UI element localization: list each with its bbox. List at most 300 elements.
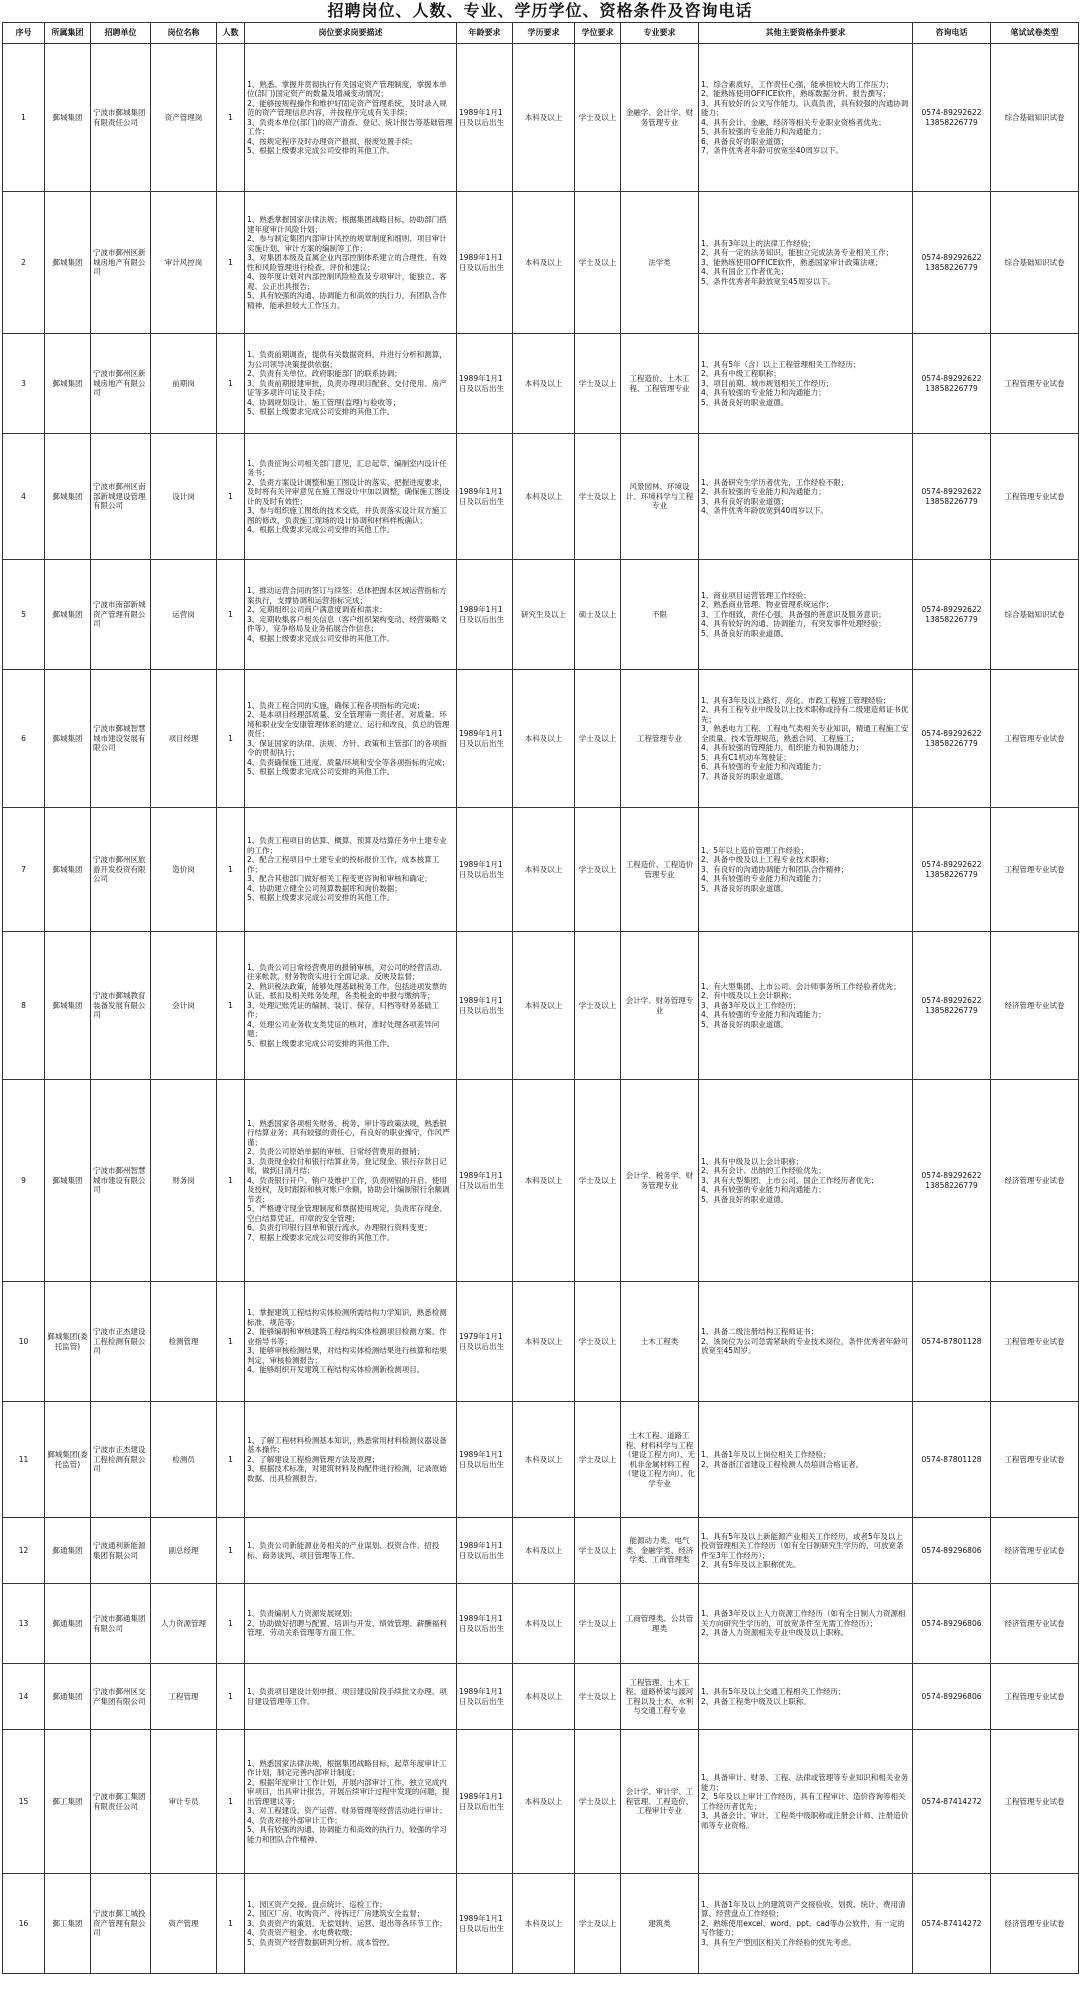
cell-degree: 学士及以上 [575,1518,621,1584]
cell-other [699,334,913,434]
cell-group: 鄞城集团 [45,44,91,192]
cell-other-line: 3、项目前期、城市规划相关工作经历； [701,378,834,388]
cell-phone: 0574-89292622 13858226779 [913,932,991,1080]
cell-other-line: 1、有大型集团、上市公司、会计师事务所工作经验者优先； [701,981,901,991]
cell-desc-line: 2、能够编制和审核建筑工程结构实体检测项目检测方案、作业指导书等； [247,1327,447,1346]
cell-other-line: 4、具有较强的专业能力和沟通能力； [701,874,826,884]
cell-major: 工程管理专业 [621,670,699,808]
cell-desc-line: 1、推动运营合同的签订与续签；总体把握本区域运营指标方案执行，支撑协调和运营指标完成； [247,586,447,605]
cell-other-line: 1、具备二级注册结构工程师证书； [701,1327,819,1337]
cell-other-line: 7、条件优秀者年龄可放宽至40周岁以下。 [701,146,843,155]
cell-desc-line: 1、负责公司新能源业务相关的产业谋划、投资合作、招投标、商务谈判、项目管理等工作。 [247,1541,440,1560]
cell-desc-line: 2、定期组织公司商户满意度调查和需求； [247,605,387,614]
cell-major: 会计学、审计学、工程管理、工程造价、工程审计专业 [621,1730,699,1874]
cell-major: 工程造价、工程造价管理专业 [621,808,699,932]
cell-desc-line: 2、是本项目经理部质量、安全管理第一责任者，对质量、环境和职业安全安康管理体系的建立、运行和改良，负总的管理责任； [247,710,450,738]
cell-other-line: 1、具备1年及以上岗位相关工作经验； [701,1450,831,1459]
cell-desc-line: 1、掌握建筑工程结构实体检测所需结构力学知识，熟悉检测标准、规范等； [247,1308,447,1327]
cell-other-line: 4、具有国企工作者优先； [701,267,789,277]
cell-other-line: 2、具有5年及以上职称优先。 [701,1560,801,1569]
cell-desc-line: 4、负责资产租金、水电费收缴； [247,1928,357,1938]
cell-phone: 0574-87801128 [913,1402,991,1518]
cell-desc [245,1730,457,1874]
cell-unit: 宁波市鄞通集团有限公司 [91,1584,151,1664]
header-major: 专业要求 [621,23,699,44]
cell-desc [245,1080,457,1282]
cell-desc-line: 2、协助做好招聘与配置、培训与开发、绩效管理、薪酬福利管理、劳动关系管理等方面工作。 [247,1618,447,1638]
cell-desc-line: 3、处理记账凭证的编制、装订、保存，归档等财务基础工作； [247,1000,440,1020]
cell-no: 11 [3,1402,45,1518]
cell-other [699,560,913,670]
cell-major: 能源动力类、电气类、金融学类、经济学类、工商管理类 [621,1518,699,1584]
cell-post: 造价岗 [151,808,217,932]
cell-desc [245,192,457,334]
cell-other-line: 1、具有中级及以上会计职称； [701,1156,804,1166]
cell-no: 6 [3,670,45,808]
cell-other-line: 5、具备良好的职业道德。 [701,1019,789,1029]
cell-unit: 宁波市鄞州区新城房地产有限公司 [91,192,151,334]
cell-post: 审计专员 [151,1730,217,1874]
cell-desc-line: 5、根据上级要求完成公司安排的其他工作。 [247,407,395,417]
cell-age: 1989年1月1日及以后出生 [457,334,513,434]
cell-count: 1 [217,560,245,670]
header-no: 序号 [3,23,45,44]
cell-desc-line: 3、负责前期报建审批，负责办理项目配套、交付使用、房产证等多项许可证及手续； [247,378,447,398]
cell-count: 1 [217,334,245,434]
cell-other-line: 5、具备良好的职业道德。 [701,628,789,638]
cell-no: 9 [3,1080,45,1282]
table-row [3,1402,1079,1518]
cell-desc-line: 4、协助建立健全公司预算数据库和询价数据； [247,883,402,893]
cell-major: 金融学、会计学、财务管理专业 [621,44,699,192]
cell-desc-line: 3、根据技术标准，对建筑材料及构配件进行检测，记录原始数据、出具检测报告。 [247,1464,447,1483]
cell-age: 1989年1月1日及以后出生 [457,560,513,670]
cell-unit: 宁波市鄞州区新城房地产有限公司 [91,334,151,434]
cell-degree: 学士及以上 [575,434,621,560]
cell-degree: 学士及以上 [575,1282,621,1402]
cell-phone: 0574-89292622 13858226779 [913,808,991,932]
cell-exam: 工程管理专业试卷 [991,434,1079,560]
cell-other-line: 3、工作细致，责任心强，具备强的善意识及服务意识； [701,609,886,619]
cell-degree: 学士及以上 [575,1402,621,1518]
cell-post: 设计岗 [151,434,217,560]
cell-age: 1989年1月1日及以后出生 [457,932,513,1080]
cell-other-line: 2、具有会计、出纳的工作经验优先； [701,1166,826,1176]
cell-post: 前期岗 [151,334,217,434]
cell-no: 10 [3,1282,45,1402]
cell-other-line: 5、条件优秀者年龄放宽至45周岁以下。 [701,276,836,286]
cell-desc [245,1664,457,1730]
table-row [3,670,1079,808]
recruitment-table [2,22,1079,1974]
cell-other-line: 1、具备审计、财务、工程、法律或管理等专业知识和相关业务能力； [701,1773,909,1792]
cell-major: 土木工程、道路工程、材料科学与工程（建设工程方向）、无机非金属材料工程（建设工程方向）、化学专业 [621,1402,699,1518]
cell-other-line: 3、具备会计、审计、工程类中级职称或注册会计师、注册造价师等专业资格。 [701,1811,909,1830]
cell-desc-line: 1、了解工程材料检测基本知识，熟悉常用材料检测仪器设备基本操作； [247,1435,447,1455]
cell-desc-line: 1、熟悉国家法律法规，根据集团战略目标，起草年度审计工作计划，制定完善内部审计制度； [247,1758,447,1778]
cell-other [699,1402,913,1518]
cell-exam: 工程管理专业试卷 [991,808,1079,932]
cell-other-line: 5、具备良好的职业道德。 [701,883,789,893]
cell-desc-line: 3、参与组织施工图纸的技术交底，并负责落实设计双方施工图的修改，负责施工现场的设计协调和材料样板确认； [247,506,447,525]
table-row [3,334,1079,434]
cell-no: 5 [3,560,45,670]
header-unit: 招聘单位 [91,23,151,44]
cell-phone: 0574-89296806 [913,1664,991,1730]
cell-edu: 本科及以上 [513,44,575,192]
cell-count: 1 [217,1874,245,1974]
cell-other [699,1518,913,1584]
cell-unit: 宁波市南部新城资产管理有限公司 [91,560,151,670]
cell-exam: 工程管理专业试卷 [991,1664,1079,1730]
cell-desc-line: 2、能够按规程操作和维护好固定资产管理系统，及时录入规范的资产管理信息内容，并按程序完成有关手续； [247,98,447,117]
cell-edu: 本科及以上 [513,808,575,932]
cell-age: 1989年1月1日及以后出生 [457,1402,513,1518]
cell-age: 1989年1月1日及以后出生 [457,1874,513,1974]
cell-major: 土木工程类 [621,1282,699,1402]
table-row [3,560,1079,670]
cell-major: 会计学、财务管理专业 [621,932,699,1080]
cell-degree: 学士及以上 [575,1730,621,1874]
cell-other-line: 6、具备良好的职业道德； [701,136,789,146]
cell-phone: 0574-89292622 13858226779 [913,1080,991,1282]
cell-desc-line: 1、熟悉掌握国家法律法规；根据集团战略目标，协助部门搭建年度审计风险计划； [247,215,447,234]
table-row [3,932,1079,1080]
cell-exam: 经济管理专业试卷 [991,1080,1079,1282]
cell-desc-line: 4、处理公司业务收支类凭证的核对，准时处理各项差异问题； [247,1019,440,1039]
cell-post: 财务岗 [151,1080,217,1282]
cell-degree: 学士及以上 [575,932,621,1080]
cell-phone: 0574-89292622 13858226779 [913,44,991,192]
cell-unit: 宁波市鄞城教育装备发展有限公司 [91,932,151,1080]
cell-post: 工程管理 [151,1664,217,1730]
cell-other [699,44,913,192]
cell-count: 1 [217,1664,245,1730]
cell-phone: 0574-87414272 [913,1874,991,1974]
cell-other-line: 4、具有较强的管理能力，组织能力和协调能力； [701,743,864,753]
cell-no: 16 [3,1874,45,1974]
cell-group: 鄞城集团 [45,334,91,434]
cell-other-line: 2、熟练使用excel、word、ppt、cad等办公软件，有一定的写作能力； [701,1918,905,1938]
cell-group: 鄞工集团 [45,1730,91,1874]
cell-desc-line: 3、定期收集客户相关信息（客户组织架构变动、经营策略文件等），竞争格局及业务拓展合作信息； [247,614,447,633]
cell-desc-line: 1、负责公司日常经营费用的报销审核，对公司的经营活动、往来帐款、财务物资实进行全面记录、反映及监督； [247,962,447,982]
cell-edu: 本科及以上 [513,1402,575,1518]
cell-desc-line: 1、负责编制人力资源发展规划； [247,1609,357,1619]
cell-desc-line: 5、严格遵守现金管理制度和票据使用规定，负责库存现金、空白结算凭证、印章的安全管理； [247,1204,447,1223]
cell-unit: 宁波通利新能源集团有限公司 [91,1518,151,1584]
cell-degree: 学士及以上 [575,670,621,808]
cell-desc-line: 4、负责对接外部审计工作； [247,1815,342,1825]
cell-edu: 本科及以上 [513,1080,575,1282]
cell-other-line: 2、具有一定的法务知识，能独立完成法务专业相关工作； [701,248,894,258]
table-row [3,44,1079,192]
header-exam: 笔试试卷类型 [991,23,1079,44]
cell-phone: 0574-89296806 [913,1518,991,1584]
cell-exam: 工程管理专业试卷 [991,1282,1079,1402]
cell-desc-line: 1、负责前期调查，提供有关数据资料，并进行分析和测算，为公司领导决策提供依据； [247,350,447,369]
cell-other [699,1874,913,1974]
cell-group: 鄞城集团 [45,932,91,1080]
cell-other-line: 5、具备良好的职业道德。 [701,397,789,407]
cell-other-line: 4、具有较强的专业能力和沟通能力； [701,388,826,398]
cell-group: 鄞城集团 [45,1080,91,1282]
cell-age: 1989年1月1日及以后出生 [457,808,513,932]
cell-desc-line: 7、根据上级要求完成公司安排的其他工作。 [247,1232,395,1242]
cell-edu: 本科及以上 [513,932,575,1080]
cell-unit: 宁波市正杰建设工程检测有限公司 [91,1402,151,1518]
cell-post: 检测管理 [151,1282,217,1402]
cell-desc [245,808,457,932]
cell-desc-line: 2、园区厂房、收购资产、待拆迁厂房建筑安全监督； [247,1909,425,1919]
cell-count: 1 [217,1282,245,1402]
cell-desc [245,1584,457,1664]
cell-major: 不限 [621,560,699,670]
cell-no: 15 [3,1730,45,1874]
cell-other-line: 4、条件优秀年龄放宽到40周岁以下。 [701,506,828,515]
cell-count: 1 [217,808,245,932]
cell-count: 1 [217,1402,245,1518]
cell-other-line: 1、具备1年及以上的建筑资产交接验收、划拨、统计、费用清算、经营盘点工作经验； [701,1899,906,1919]
cell-exam: 工程管理专业试卷 [991,334,1079,434]
cell-other-line: 7、具备良好的职业道德。 [701,771,789,781]
cell-no: 1 [3,44,45,192]
cell-other-line: 5、具备良好的职业道德。 [701,1194,789,1204]
cell-desc-line: 1、负责征询公司相关部门意见，汇总起草、编制室内设计任务书； [247,458,447,477]
cell-other [699,1584,913,1664]
table-row [3,808,1079,932]
cell-desc-line: 1、负责工程项目的估算、概算、预算及结算任务中土建专业的工作； [247,836,447,855]
cell-no: 4 [3,434,45,560]
cell-exam: 经济管理专业试卷 [991,1874,1079,1974]
cell-other-line: 3、具有大型集团、上市公司、国企工作经历者优先； [701,1175,879,1185]
table-header-row [3,23,1079,44]
cell-no: 7 [3,808,45,932]
cell-other [699,670,913,808]
cell-major: 建筑类 [621,1874,699,1974]
cell-no: 14 [3,1664,45,1730]
cell-exam: 工程管理专业试卷 [991,1730,1079,1874]
table-row [3,1664,1079,1730]
cell-other-line: 1、商业项目运营管理工作经验； [701,590,811,600]
cell-other-line: 2、具备人力资源相关专业中级及以上职称。 [701,1628,849,1638]
cell-desc [245,1518,457,1584]
header-post: 岗位名称 [151,23,217,44]
cell-desc [245,44,457,192]
cell-edu: 本科及以上 [513,1282,575,1402]
cell-group: 鄞城集团(委托监管) [45,1402,91,1518]
cell-desc-line: 5、负责资产经营数据研判分析、成本管控。 [247,1937,395,1947]
cell-post: 审计风控岗 [151,192,217,334]
cell-other-line: 4、具有较好的沟通、协调能力，有突发事件处理经验； [701,619,886,629]
cell-other [699,1730,913,1874]
cell-desc-line: 4、按规定程序及时办理资产报损、报废处置手续； [247,136,417,146]
cell-other-line: 3、具备3年及以上工作经历； [701,1000,801,1010]
cell-desc-line: 4、根据上级要求完成公司安排的其他工作。 [247,525,395,534]
cell-other [699,192,913,334]
cell-edu: 本科及以上 [513,1874,575,1974]
cell-post: 项目经理 [151,670,217,808]
cell-major: 工程管理、土木工程、道路桥梁与渡河工程以及土木、水利与交通工程专业 [621,1664,699,1730]
cell-desc-line: 5、根据上级要求完成公司安排的其他工作。 [247,146,395,155]
table-row [3,1518,1079,1584]
cell-desc-line: 3、负责资产的策划、无偿划转、运营、退出等各环节工作； [247,1918,447,1928]
cell-no: 8 [3,932,45,1080]
cell-phone: 0574-87801128 [913,1282,991,1402]
cell-desc [245,334,457,434]
cell-no: 2 [3,192,45,334]
cell-degree: 学士及以上 [575,1874,621,1974]
header-degree: 学位要求 [575,23,621,44]
table-body [3,44,1079,1974]
cell-degree: 学士及以上 [575,1584,621,1664]
cell-phone: 0574-89292622 13858226779 [913,670,991,808]
cell-phone: 0574-89296806 [913,1584,991,1664]
cell-edu: 本科及以上 [513,1518,575,1584]
cell-desc-line: 1、园区资产交接、盘点统计、巡检工作； [247,1899,387,1909]
cell-desc-line: 2、负责方案设计调整和施工图设计的落实，把握进度要求，及时将有关评审意见在施工图设计中加以调整，确保施工图设计的及时有效性； [247,477,450,506]
cell-age: 1989年1月1日及以后出生 [457,1730,513,1874]
cell-other-line: 2、具有工程专业中级及以上技术职称或持有二级建造师证书优先； [701,705,909,724]
cell-edu: 本科及以上 [513,334,575,434]
table-row [3,192,1079,334]
cell-other-line: 2、具备工程类中级及以上职称。 [701,1696,811,1706]
cell-degree: 学士及以上 [575,1664,621,1730]
cell-count: 1 [217,1518,245,1584]
cell-desc-line: 5、具有较强的沟通、协调能力和高效的执行力，较强的学习能力和团队合作精神。 [247,1825,447,1844]
cell-other [699,1080,913,1282]
cell-other [699,1282,913,1402]
cell-other-line: 4、具有较强的专业能力和沟通能力； [701,1185,826,1195]
cell-age: 1989年1月1日及以后出生 [457,1584,513,1664]
cell-unit: 宁波市鄞州智慧城市建设有限公司 [91,1080,151,1282]
cell-desc-line: 2、负责有关单位、政府职能部门的联系协调； [247,369,402,379]
cell-other-line: 4、具有会计、金融、经济等相关专业职业资格者优先； [701,117,886,127]
cell-desc-line: 2、熟识税法政策，能够处理基础税务工作，包括进项发票的认证、抵扣及相关账务处理，各类税金的申报与缴纳等； [247,981,447,1001]
cell-unit: 宁波市鄞州区旅游开发投资有限公司 [91,808,151,932]
cell-edu: 本科及以上 [513,1730,575,1874]
cell-other-line: 5、具有C1机动车驾驶证； [701,752,791,762]
cell-desc-line: 1、负责项目建设计划申报、项目建设阶段手续批文办理、项目建设管理等工作。 [247,1687,447,1706]
cell-edu: 本科及以上 [513,192,575,334]
cell-desc-line: 1、熟悉、掌握并贯彻执行有关国定资产管理制度，掌握本单位(部门)国定资产的数量及增减变动情况； [247,79,447,98]
header-edu: 学历要求 [513,23,575,44]
cell-exam: 经济管理专业试卷 [991,932,1079,1080]
cell-degree: 学士及以上 [575,192,621,334]
cell-other-line: 1、具有5年（含）以上工程管理相关工作经历； [701,359,861,369]
header-count: 人数 [217,23,245,44]
cell-group: 鄞城集团 [45,192,91,334]
cell-edu: 本科及以上 [513,434,575,560]
cell-age: 1989年1月1日及以后出生 [457,434,513,560]
cell-other-line: 1、具有3年及以上路灯、亮化、市政工程施工管理经验； [701,695,891,705]
cell-desc-line: 3、保证国家的法律、法规、方针、政策和主管部门的各项指令的贯彻执行； [247,738,447,757]
cell-desc [245,1282,457,1402]
cell-phone: 0574-87414272 [913,1730,991,1874]
cell-group: 鄞城集团 [45,670,91,808]
cell-other-line: 1、具备3年及以上人力资源工作经历（如有全日制人力资源相关方向研究生学历的，可放宽条件至无需工作经历）； [701,1609,906,1628]
cell-post: 副总经理 [151,1518,217,1584]
cell-edu: 本科及以上 [513,1664,575,1730]
cell-desc [245,670,457,808]
cell-other-line: 6、具有较强的专业能力和沟通能力； [701,762,826,772]
cell-age: 1989年1月1日及以后出生 [457,1664,513,1730]
header-age: 年龄要求 [457,23,513,44]
cell-exam: 工程管理专业试卷 [991,1402,1079,1518]
cell-desc-line: 2、参与制定集团内部审计风控的规章制度和细则、项目审计实施计划、审计方案的编制等工作； [247,234,447,253]
cell-desc-line: 3、负责本单位(部门)的资产清查、登记、统计报告等基础管理工作； [247,117,453,136]
cell-degree: 学士及以上 [575,44,621,192]
cell-other-line: 2、具有较强的专业能力和沟通能力； [701,487,826,496]
cell-unit: 宁波市鄞工集团有限责任公司 [91,1730,151,1874]
cell-age: 1989年1月1日及以后出生 [457,1518,513,1584]
cell-desc-line: 4、负责确保施工进度、质量/环境和安全等各项指标的完成； [247,757,450,767]
cell-desc-line: 3、对工程建设、资产运营、财务管理等经营活动进行审计； [247,1806,447,1816]
cell-exam: 工程管理专业试卷 [991,670,1079,808]
cell-post: 人力资源管理 [151,1584,217,1664]
cell-exam: 综合基础知识试卷 [991,560,1079,670]
cell-group: 鄞工集团 [45,1874,91,1974]
table-row [3,1584,1079,1664]
cell-desc-line: 4、根据上级要求完成公司安排的其他工作。 [247,633,395,643]
cell-unit: 宁波市鄞州区南部新城建设管理有限公司 [91,434,151,560]
cell-no: 13 [3,1584,45,1664]
cell-phone: 0574-89292622 13858226779 [913,334,991,434]
cell-other-line: 3、具有较好的公文写作能力，认真负责，具有较强的沟通协调能力； [701,98,909,117]
cell-other-line: 1、综合素质好，工作责任心强，能承担较大的工作压力； [701,79,894,89]
header-desc: 岗位要求岗要描述 [245,23,457,44]
cell-unit: 宁波市鄞工城投资产管理有限公司 [91,1874,151,1974]
cell-desc-line: 6、负责打印银行回单和银行流水，办理银行资料变更； [247,1223,432,1233]
cell-desc-line: 2、负责公司原始单据的审核，日常经营费用的报销； [247,1147,425,1157]
cell-desc-line: 3、配合其他部门做好相关工程变更咨询和审核和确定； [247,874,432,884]
header-group: 所属集团 [45,23,91,44]
cell-unit: 宁波市鄞城集团有限责任公司 [91,44,151,192]
cell-desc [245,1874,457,1974]
cell-desc-line: 4、负责银行开户、销户及维护工作，负责网银的开启、使用及授权，及时跟踪和核对账户余额，协助会计编制银行余额调节表； [247,1175,450,1204]
cell-major: 风景园林、环境设计、环境科学与工程专业 [621,434,699,560]
cell-desc-line: 2、了解建设工程检测管理方法及原理； [247,1454,380,1464]
cell-no: 12 [3,1518,45,1584]
cell-other-line: 2、该岗位为公司急需紧缺的专业技术岗位，条件优秀者年龄可放宽至45周岁。 [701,1336,909,1356]
cell-other [699,808,913,932]
cell-other-line: 4、具有较强的专业能力和沟通能力； [701,1010,826,1020]
cell-desc-line: 5、根据上级要求完成公司安排的其他工作。 [247,767,395,776]
cell-post: 检测员 [151,1402,217,1518]
cell-group: 鄞城集团 [45,434,91,560]
cell-count: 1 [217,932,245,1080]
table-row [3,1730,1079,1874]
cell-desc [245,434,457,560]
cell-group: 鄞通集团 [45,1518,91,1584]
cell-edu: 本科及以上 [513,670,575,808]
cell-group: 鄞城集团 [45,808,91,932]
cell-other [699,1664,913,1730]
cell-other-line: 5、具有较强的专业能力和沟通能力； [701,127,826,136]
cell-other-line: 3、具有生产型园区相关工作经验的优先考虑。 [701,1937,856,1947]
cell-other-line: 2、熟悉商业管理、物业管理系统运作； [701,600,834,610]
cell-phone: 0574-89292622 13858226779 [913,560,991,670]
cell-desc-line: 2、配合工程项目中土建专业的投标报价工作，成本核算工作； [247,855,440,874]
cell-desc-line: 5、根据上级要求完成公司安排的其他工作。 [247,1038,395,1048]
cell-major: 工程造价、土木工程、工程管理专业 [621,334,699,434]
cell-unit: 宁波市正杰建设工程检测有限公司 [91,1282,151,1402]
cell-desc-line: 2、根据年度审计工作计划，开展内部审计工作，独立完成内审项目，出具审计报告，开展后续审计过程中发现的问题，提出管理建议等； [247,1777,450,1806]
cell-degree: 学士及以上 [575,334,621,434]
cell-desc-line: 3、能够审核检测结果，对结构实体检测结果进行核算和结果判定，审核检测报告； [247,1346,447,1365]
cell-desc-line: 4、协调规划设计、施工管理(监理)与验收等； [247,397,401,407]
cell-other-line: 1、具备研究生学历者优先，工作经验不限； [701,477,849,487]
